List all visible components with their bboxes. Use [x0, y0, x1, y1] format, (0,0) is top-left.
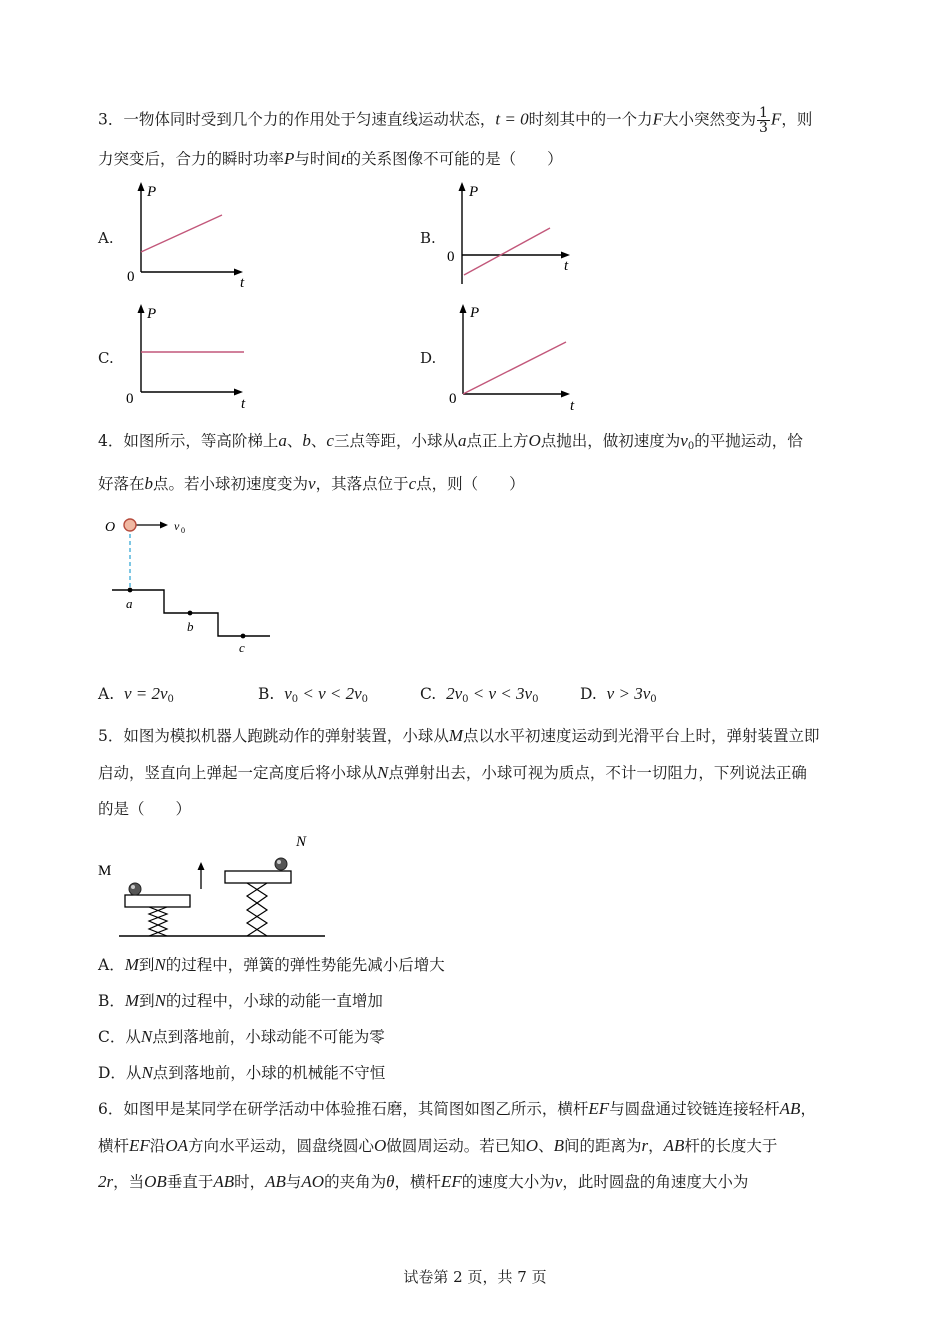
q5-option-b[interactable]: B．M到N的过程中，小球的动能一直增加: [98, 991, 383, 1010]
axis-t-label: t: [570, 398, 575, 414]
q3-option-a-label: A.: [98, 229, 114, 247]
power-line: [464, 228, 550, 275]
label-m: M: [98, 863, 112, 879]
left-spring: [149, 907, 167, 936]
q3-option-d-label: D.: [420, 349, 437, 367]
q5-launcher-figure: [95, 826, 335, 946]
q4-stem-line2: 好落在b点。若小球初速度变为v，其落点位于c点，则（ ）: [98, 474, 525, 493]
axis-p-label: P: [147, 306, 157, 322]
q6-stem-line2: 横杆EF沿OA方向水平运动，圆盘绕圆心O做圆周运动。若已知O、B间的距离为r，AB杆的长度大于: [98, 1136, 778, 1155]
label-c: c: [239, 640, 245, 655]
q4-option-d[interactable]: D. $v > 3v_0$: [580, 684, 657, 705]
label-v0-sub: 0: [181, 526, 185, 535]
label-b: b: [187, 619, 194, 634]
origin-label: 0: [126, 391, 134, 407]
right-platform: [225, 871, 291, 883]
ball-n: [275, 858, 287, 870]
q4-option-b[interactable]: B. $v_0 < v < 2v_0$: [258, 684, 369, 705]
q4-stem-line1: 4．如图所示，等高阶梯上a、b、c三点等距，小球从a点正上方O点抛出，做初速度为$v_0$的平抛运动，恰: [98, 431, 803, 452]
origin-label: 0: [449, 391, 457, 407]
q5-stem-line1: 5．如图为模拟机器人跑跳动作的弹射装置，小球从M点以水平初速度运动到光滑平台上时，弹射装置立即: [98, 726, 820, 745]
point-b: [188, 611, 193, 616]
q4-option-c[interactable]: C. $2v_0 < v < 3v_0$: [420, 684, 539, 705]
label-v0: v: [174, 519, 180, 533]
label-a: a: [126, 596, 133, 611]
axis-t-label: t: [241, 396, 246, 412]
label-n: N: [296, 834, 307, 850]
q5-stem-line3: 的是（ ）: [98, 800, 192, 818]
q3-stem-line2: 力突变后，合力的瞬时功率P与时间t的关系图像不可能的是（ ）: [98, 149, 563, 168]
axis-p-label: P: [147, 184, 157, 200]
ball-m: [129, 883, 141, 895]
origin-label: 0: [447, 249, 455, 265]
axis-p-label: P: [469, 184, 479, 200]
q3-stem-line1: 3．一物体同时受到几个力的作用处于匀速直线运动状态，t = 0时刻其中的一个力F大小突然变为 $\frac{1}{3}$ F，则: [98, 105, 813, 136]
axis-t-label: t: [240, 275, 245, 291]
point-c: [241, 634, 246, 639]
ball: [124, 519, 136, 531]
q3-option-b-label: B.: [420, 229, 436, 247]
axis-p-label: P: [470, 305, 480, 321]
axis-t-label: t: [564, 258, 569, 274]
q4-option-a[interactable]: A. $v = 2v_0$: [98, 684, 174, 705]
point-a: [128, 588, 133, 593]
label-o: O: [105, 520, 116, 535]
page-footer: 试卷第 2 页，共 7 页: [403, 1268, 547, 1286]
q6-stem-line3: 2r，当OB垂直于AB时，AB与AO的夹角为θ，横杆EF的速度大小为v，此时圆盘的角速度大小为: [98, 1172, 749, 1191]
left-platform: [125, 895, 190, 907]
q5-option-a[interactable]: A．M到N的过程中，弹簧的弹性势能先减小后增大: [98, 955, 445, 974]
q3-option-c-label: C.: [98, 349, 114, 367]
q5-stem-line2: 启动，竖直向上弹起一定高度后将小球从N点弹射出去，小球可视为质点，不计一切阻力，下列说法正确: [98, 763, 807, 782]
q6-stem-line1: 6．如图甲是某同学在研学活动中体验推石磨，其简图如图乙所示，横杆EF与圆盘通过铰链连接轻杆AB，: [98, 1099, 816, 1118]
q5-option-d[interactable]: D．从N点到落地前，小球的机械能不守恒: [98, 1063, 386, 1082]
q3-graph-a: [120, 180, 260, 290]
power-line: [141, 215, 222, 252]
q3-graph-d: [442, 302, 582, 412]
q4-staircase-figure: [100, 512, 300, 662]
q5-option-c[interactable]: C．从N点到落地前，小球动能不可能为零: [98, 1027, 385, 1046]
origin-label: 0: [127, 269, 135, 285]
q3-graph-c: [120, 302, 260, 412]
right-spring: [247, 883, 267, 936]
one-third-fraction: $\frac{1}{3}$: [759, 105, 768, 136]
power-line: [463, 342, 566, 394]
q3-graph-b: [442, 180, 582, 290]
